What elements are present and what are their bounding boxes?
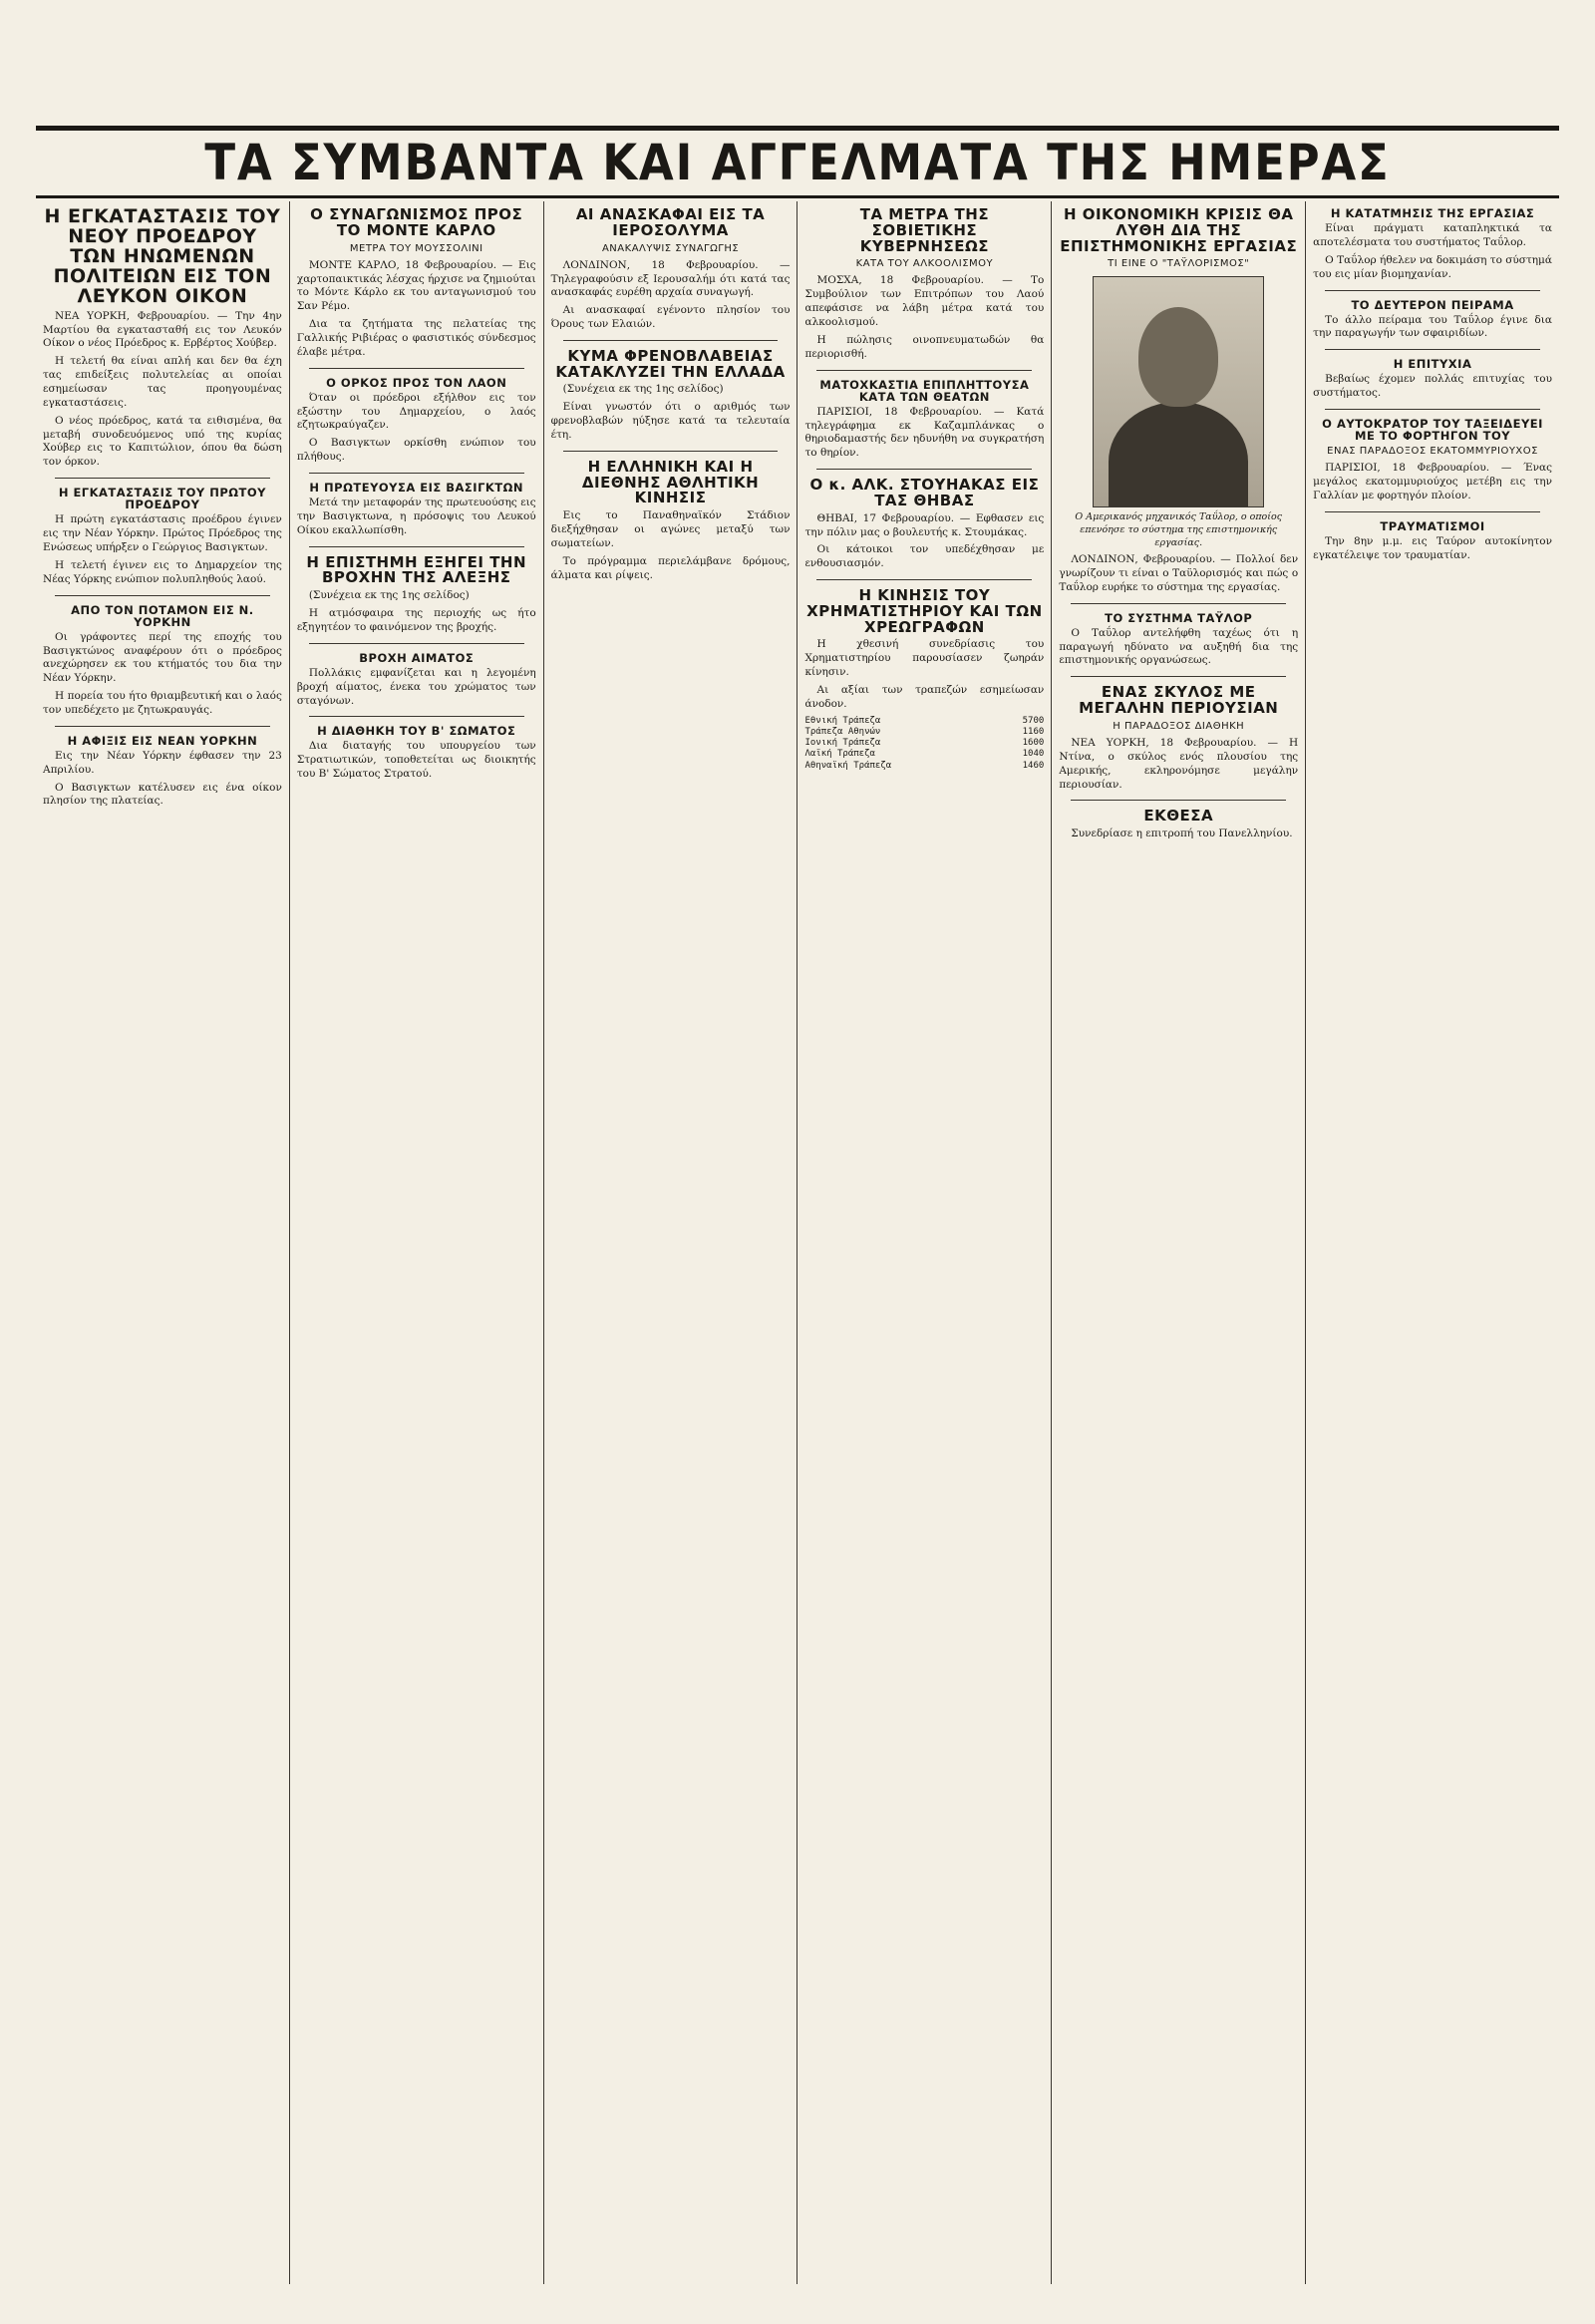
article-paragraph: ΛΟΝΔΙΝΟΝ, Φεβρουαρίου. — Πολλοί δεν γνωρίζουν τι είναι ο Ταϋλορισμός και πώς ο Ταΰλορ ευρήκε το σύστημα της εργασίας. [1059, 553, 1299, 593]
article-divider [816, 370, 1032, 371]
stock-cell: 1600 [1022, 738, 1045, 749]
stock-cell: Τράπεζα Αθηνών [804, 726, 881, 737]
stock-row [804, 727, 1044, 738]
article-paragraph: ΠΑΡΙΣΙΟΙ, 18 Φεβρουαρίου. — Κατά τηλεγράφημα εκ Καζαμπλάνκας ο θηριοδαμαστής δεν ηδυνήθη να συγκρατήση το θηρίον. [804, 405, 1045, 460]
article-paragraph: Πολλάκις εμφανίζεται και η λεγομένη βροχή αίματος, ένεκα του χρώματος των σταγόνων. [296, 666, 536, 707]
article-paragraph: Η πορεία του ήτο θριαμβευτική και ο λαός τον υπεδέχετο με ζητωκραυγάς. [43, 690, 282, 716]
article-paragraph: Την 8ην μ.μ. εις Ταύρον αυτοκίνητον εγκατέλειψε τον τραυματίαν. [1313, 535, 1552, 561]
stock-cell: Αθηναϊκή Τράπεζα [804, 760, 892, 771]
article-paragraph: Είναι γνωστόν ότι ο αριθμός των φρενοβλαβών ηύξησε κατά τα τελευταία έτη. [550, 401, 791, 442]
article-paragraph: Η ατμόσφαιρα της περιοχής ως ήτο εξηγητέον το φαινόμενον της βροχής. [296, 607, 536, 633]
top-rule [36, 126, 1559, 131]
column-6 [1306, 201, 1559, 2284]
article-headline: ΑΠΟ ΤΟΝ ΠΟΤΑΜΟΝ ΕΙΣ Ν. ΥΟΡΚΗΝ [71, 602, 254, 629]
article-paragraph: Αι ανασκαφαί εγένοντο πλησίον του Όρους των Ελαιών. [550, 304, 791, 331]
stock-cell: Ιονική Τράπεζα [804, 738, 881, 749]
article-paragraph: Συνεδρίασε η επιτροπή του Πανελληνίου. [1071, 828, 1293, 840]
article-headline: Ο ΑΥΤΟΚΡΑΤΟΡ ΤΟΥ ΤΑΞΕΙΔΕΥΕΙ ΜΕ ΤΟ ΦΟΡΤΗΓΟΝ ΤΟΥ [1322, 417, 1543, 444]
article-subheadline: ΜΕΤΡΑ ΤΟΥ ΜΟΥΣΣΟΛΙΝΙ [349, 242, 483, 254]
article-divider [55, 478, 270, 479]
article-paragraph: Οι γράφοντες περί της εποχής του Βασιγκτώνος αναφέρουν ότι ο πρόεδρος ανεχώρησεν εκ του κτήματός του δια την Νέαν Υόρκην. [43, 630, 282, 685]
stock-table [804, 716, 1044, 772]
photo-caption: Ο Αμερικανός μηχανικός Ταΰλορ, ο οποίος επενόησε το σύστημα της επιστημονικής εργασίας. [1075, 511, 1283, 548]
article-divider [309, 716, 524, 717]
article-headline: ΒΡΟΧΗ ΑΙΜΑΤΟΣ [359, 650, 475, 665]
article-headline: Η ΔΙΑΘΗΚΗ ΤΟΥ Β' ΣΩΜΑΤΟΣ [317, 724, 516, 739]
article-headline: Η ΕΠΙΣΤΗΜΗ ΕΞΗΓΕΙ ΤΗΝ ΒΡΟΧΗΝ ΤΗΣ ΑΛΕΞΗΣ [306, 552, 527, 587]
stock-row [804, 716, 1044, 727]
article-headline: Η ΟΙΚΟΝΟΜΙΚΗ ΚΡΙΣΙΣ ΘΑ ΛΥΘΗ ΔΙΑ ΤΗΣ ΕΠΙΣΤΗΜΟΝΙΚΗΣ ΕΡΓΑΣΙΑΣ [1060, 205, 1298, 255]
article-subheadline: ΕΝΑΣ ΠΑΡΑΔΟΞΟΣ ΕΚΑΤΟΜΜΥΡΙΟΥΧΟΣ [1327, 446, 1538, 458]
stock-cell: Εθνική Τράπεζα [804, 715, 881, 726]
column-5 [1052, 201, 1306, 2284]
stock-cell: 1460 [1022, 760, 1045, 771]
article-paragraph: Βεβαίως έχομεν πολλάς επιτυχίας του συστήματος. [1313, 373, 1552, 400]
stock-row [804, 749, 1044, 760]
article-headline: Ο κ. ΑΛΚ. ΣΤΟΥΗΑΚΑΣ ΕΙΣ ΤΑΣ ΘΗΒΑΣ [809, 476, 1040, 509]
article-divider [309, 546, 524, 547]
column-2 [290, 201, 544, 2284]
article-divider [816, 469, 1032, 470]
article-divider [309, 473, 524, 474]
article-paragraph: Δια τα ζητήματα της πελατείας της Γαλλικής Ριβιέρας ο φασιστικός σύνδεσμος έλαβε μέτρα. [296, 318, 536, 358]
article-subheadline: ΑΝΑΚΑΛΥΨΙΣ ΣΥΝΑΓΩΓΗΣ [601, 242, 740, 254]
article-divider [1325, 290, 1540, 291]
article-paragraph: ΛΟΝΔΙΝΟΝ, 18 Φεβρουαρίου. — Τηλεγραφούσιν εξ Ιερουσαλήμ ότι κατά τας ανασκαφάς ευρέθη αρχαία συναγωγή. [550, 258, 791, 299]
article-paragraph: Μετά την μεταφοράν της πρωτευούσης εις την Βασιγκτωνα, η πρόσοψις του Λευκού Οίκου εκαλλωπίσθη. [296, 497, 536, 536]
article-divider [309, 368, 524, 369]
article-paragraph: Η χθεσινή συνεδρίασις του Χρηματιστηρίου παρουσίασεν ζωηράν κίνησιν. [804, 638, 1045, 679]
article-divider [563, 340, 779, 341]
article-headline: Η ΚΑΤΑΤΜΗΣΙΣ ΤΗΣ ΕΡΓΑΣΙΑΣ [1330, 206, 1535, 220]
article-headline: Ο ΟΡΚΟΣ ΠΡΟΣ ΤΟΝ ΛΑΟΝ [326, 375, 507, 390]
portrait-body [1109, 402, 1248, 507]
article-paragraph: Η τελετή θα είναι απλή και δεν θα έχη τας επιδείξεις πολυτελείας αι οποίαι εσημείωσαν τας προηγουμένας εγκαταστάσεις. [43, 355, 282, 409]
page-masthead: ΤΑ ΣΥΜΒΑΝΤΑ ΚΑΙ ΑΓΓΕΛΜΑΤΑ ΤΗΣ ΗΜΕΡΑΣ [204, 134, 1391, 191]
article-paragraph: Όταν οι πρόεδροι εξήλθον εις τον εξώστην του Δημαρχείου, ο λαός εζητωκραύγαζεν. [296, 391, 536, 432]
article-paragraph: ΘΗΒΑΙ, 17 Φεβρουαρίου. — Εφθασεν εις την πόλιν μας ο βουλευτής κ. Στουμάκας. [804, 511, 1045, 538]
article-subheadline: ΤΙ ΕΙΝΕ Ο "ΤΑΫΛΟΡΙΣΜΟΣ" [1108, 258, 1250, 270]
stock-row [804, 738, 1044, 749]
article-paragraph: Ο Βασιγκτων ορκίσθη ενώπιον του πλήθους. [296, 437, 536, 464]
stock-cell: 1160 [1022, 726, 1045, 737]
article-headline: ΤΟ ΔΕΥΤΕΡΟΝ ΠΕΙΡΑΜΑ [1351, 297, 1514, 312]
article-paragraph: Ο νέος πρόεδρος, κατά τα ειθισμένα, θα μεταβή συνοδευόμενος υπό της κυρίας Χούβερ εις το Καπιτώλιον, όπου θα δώση τον όρκον. [43, 414, 282, 469]
article-paragraph: Είναι πράγματι καταπληκτικά τα αποτελέσματα του συστήματος Ταΰλορ. [1313, 222, 1552, 248]
article-paragraph: Ο Βασιγκτων κατέλυσεν εις ένα οίκον πλησίον της πλατείας. [43, 781, 282, 808]
article-paragraph: ΝΕΑ ΥΟΡΚΗ, Φεβρουαρίου. — Την 4ην Μαρτίου θα εγκατασταθή εις τον Λευκόν Οίκον ο νέος Πρόεδρος κ. Ερβέρτος Χούβερ. [43, 309, 282, 350]
article-paragraph: Δια διαταγής του υπουργείου των Στρατιωτικών, τοποθετείται ως διοικητής του Β' Σώματος Στρατού. [296, 740, 536, 781]
stock-cell: Λαϊκή Τράπεζα [804, 749, 875, 760]
article-divider [1071, 800, 1286, 801]
article-paragraph: Η πρώτη εγκατάστασις προέδρου έγινεν εις την Νέαν Υόρκην. Πρώτος Πρόεδρος της Ενώσεως υπήρξεν ο Γεώργιος Βασιγκτων. [43, 513, 282, 553]
article-paragraph: Το πρόγραμμα περιελάμβανε δρόμους, άλματα και ρίψεις. [550, 554, 791, 581]
article-divider [1325, 349, 1540, 350]
article-paragraph: ΜΟΝΤΕ ΚΑΡΛΟ, 18 Φεβρουαρίου. — Εις χαρτοπαικτικάς λέσχας ήρχισε να ζημιούται το Μόντε Κάρλο εκ του ανταγωνισμού του Σαν Ρέμο. [296, 258, 536, 313]
article-divider [816, 579, 1032, 580]
article-divider [1325, 511, 1540, 512]
stock-cell: 5700 [1022, 715, 1045, 726]
article-headline: ΕΝΑΣ ΣΚΥΛΟΣ ΜΕ ΜΕΓΑΛΗΝ ΠΕΡΙΟΥΣΙΑΝ [1079, 683, 1279, 717]
article-divider [1071, 603, 1286, 604]
stock-row [804, 761, 1044, 772]
article-paragraph: (Συνέχεια εκ της 1ης σελίδος) [308, 589, 470, 602]
column-3 [544, 201, 798, 2284]
article-divider [563, 451, 779, 452]
article-paragraph: Εις το Παναθηναϊκόν Στάδιον διεξήχθησαν οι αγώνες μεταξύ των σωματείων. [550, 509, 791, 549]
article-headline: Η ΕΓΚΑΤΑΣΤΑΣΙΣ ΤΟΥ ΝΕΟΥ ΠΡΟΕΔΡΟΥ ΤΩΝ ΗΝΩΜΕΝΩΝ ΠΟΛΙΤΕΙΩΝ ΕΙΣ ΤΟΝ ΛΕΥΚΟΝ ΟΙΚΟΝ [44, 205, 281, 307]
article-paragraph: (Συνέχεια εκ της 1ης σελίδος) [562, 383, 724, 396]
portrait-photo [1093, 276, 1264, 507]
article-headline: Η ΕΛΛΗΝΙΚΗ ΚΑΙ Η ΔΙΕΘΝΗΣ ΑΘΛΗΤΙΚΗ ΚΙΝΗΣΙΣ [581, 457, 760, 507]
article-paragraph: Εις την Νέαν Υόρκην έφθασεν την 23 Απριλίου. [43, 749, 282, 776]
article-paragraph: Αι αξίαι των τραπεζών εσημείωσαν άνοδον. [804, 683, 1045, 710]
article-paragraph: Οι κάτοικοι τον υπεδέχθησαν με ενθουσιασμόν. [804, 543, 1045, 570]
column-1 [36, 201, 290, 2284]
article-headline: Η ΚΙΝΗΣΙΣ ΤΟΥ ΧΡΗΜΑΤΙΣΤΗΡΙΟΥ ΚΑΙ ΤΩΝ ΧΡΕΩΓΡΑΦΩΝ [806, 586, 1043, 636]
article-headline: ΤΡΑΥΜΑΤΙΣΜΟΙ [1380, 518, 1485, 533]
article-paragraph: Η πώλησις οινοπνευματωδών θα περιορισθή. [804, 333, 1045, 360]
article-headline: ΤΑ ΜΕΤΡΑ ΤΗΣ ΣΟΒΙΕΤΙΚΗΣ ΚΥΒΕΡΝΗΣΕΩΣ [859, 205, 990, 255]
article-paragraph: Ο Ταΰλορ ήθελεν να δοκιμάση το σύστημά του εις μίαν βιομηχανίαν. [1313, 253, 1552, 280]
article-paragraph: ΠΑΡΙΣΙΟΙ, 18 Φεβρουαρίου. — Ένας μεγάλος εκατομμυριούχος μετέβη εις την Γαλλίαν με φορτηγόν πλοίον. [1313, 462, 1552, 502]
article-headline: Η ΠΡΩΤΕΥΟΥΣΑ ΕΙΣ ΒΑΣΙΓΚΤΩΝ [309, 481, 524, 496]
article-subheadline: Η ΠΑΡΑΔΟΞΟΣ ΔΙΑΘΗΚΗ [1113, 720, 1245, 732]
article-headline: Η ΑΦΙΞΙΣ ΕΙΣ ΝΕΑΝ ΥΟΡΚΗΝ [67, 733, 258, 748]
article-subheadline: ΚΑΤΑ ΤΟΥ ΑΛΚΟΟΛΙΣΜΟΥ [855, 258, 994, 270]
bottom-rule [36, 195, 1559, 198]
article-divider [55, 595, 270, 596]
article-paragraph: Το άλλο πείραμα του Ταΰλορ έγινε δια την παραγωγήν των σφαιριδίων. [1313, 313, 1552, 340]
article-divider [309, 643, 524, 644]
article-paragraph: Η τελετή έγινεν εις το Δημαρχείον της Νέας Υόρκης ενώπιον πολυπληθούς λαού. [43, 558, 282, 585]
article-headline: Ο ΣΥΝΑΓΩΝΙΣΜΟΣ ΠΡΟΣ ΤΟ ΜΟΝΤΕ ΚΑΡΛΟ [310, 205, 523, 239]
article-headline: Η ΕΠΙΤΥΧΙΑ [1393, 357, 1472, 372]
portrait-head [1138, 307, 1218, 407]
article-paragraph: Ο Ταΰλορ αντελήφθη ταχέως ότι η παραγωγή ηδύνατο να αυξηθή δια της επιστημονικής οργανώσεως. [1059, 626, 1299, 667]
article-divider [1325, 409, 1540, 410]
columns-container [36, 201, 1559, 2284]
article-paragraph: ΜΟΣΧΑ, 18 Φεβρουαρίου. — Το Συμβούλιον των Επιτρόπων του Λαού απεφάσισε να λάβη μέτρα κατά του αλκοολισμού. [804, 274, 1045, 329]
stock-cell: 1040 [1022, 749, 1045, 760]
article-headline: Η ΕΓΚΑΤΑΣΤΑΣΙΣ ΤΟΥ ΠΡΩΤΟΥ ΠΡΟΕΔΡΟΥ [58, 486, 267, 512]
article-paragraph: ΝΕΑ ΥΟΡΚΗ, 18 Φεβρουαρίου. — Η Ντίνα, ο σκύλος ενός πλουσίου της Αμερικής, εκληρονόμησε μεγάλην περιουσίαν. [1059, 736, 1299, 791]
article-divider [1071, 676, 1286, 677]
article-headline: ΚΥΜΑ ΦΡΕΝΟΒΛΑΒΕΙΑΣ ΚΑΤΑΚΛΥΖΕΙ ΤΗΝ ΕΛΛΑΔΑ [555, 346, 786, 381]
column-4 [798, 201, 1052, 2284]
article-headline: ΜΑΤΟΧΚΑΣΤΙΑ ΕΠΙΠΛΗΤΤΟΥΣΑ ΚΑΤΑ ΤΩΝ ΘΕΑΤΩΝ [819, 377, 1030, 404]
article-headline: ΕΚΘΕΣΑ [1143, 807, 1214, 826]
article-headline: ΑΙ ΑΝΑΣΚΑΦΑΙ ΕΙΣ ΤΑ ΙΕΡΟΣΟΛΥΜΑ [575, 205, 766, 239]
article-divider [55, 726, 270, 727]
article-headline: ΤΟ ΣΥΣΤΗΜΑ ΤΑΫΛΟΡ [1105, 610, 1253, 625]
